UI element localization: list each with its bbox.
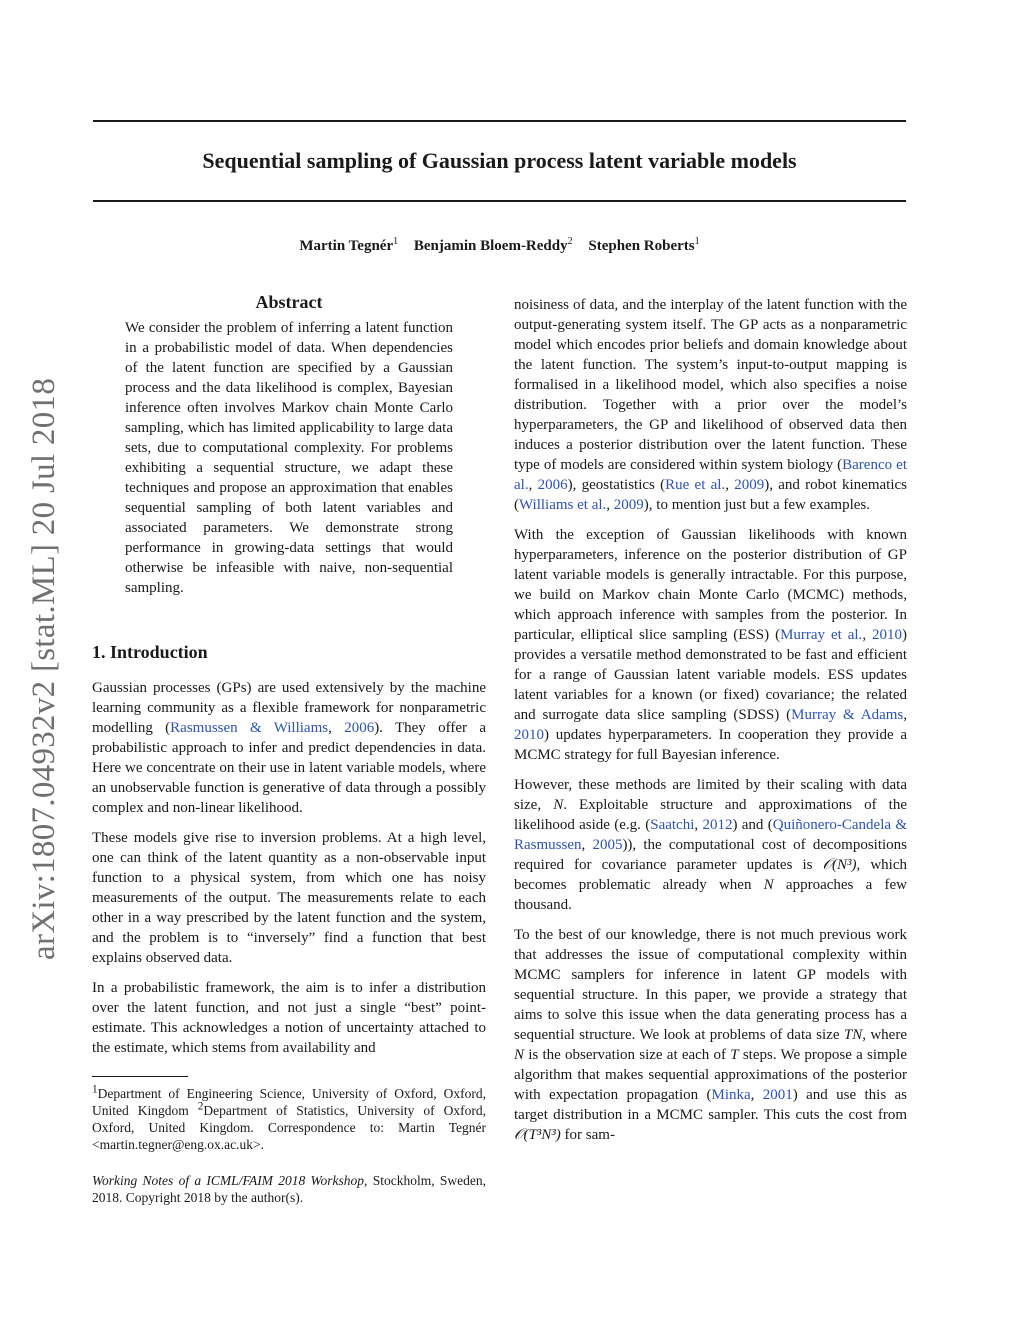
author-2-name: Benjamin Bloem-Reddy (413, 238, 568, 254)
text-run: noisiness of data, and the interplay of the latent function with the output-generating system itself. The GP acts as a nonparametric model which encodes prior beliefs and domain knowledge about the latent function. The system’s input-to-output mapping is formalised in a likelihood model, which also specifies a noise distribution. Together with a prior over the model’s hyperparameters, the GP and likelihood of observed data then induces a posterior distribution over the latent function. These type of models are considered within system biology ( (514, 297, 907, 473)
text-run: )), the computational cost of decompositions required for covariance parameter updates is (514, 837, 908, 873)
title-top-rule (93, 120, 906, 122)
text-run: steps. We propose a simple algorithm that makes sequential approximations of the posterior with expectation propagation ( (514, 1047, 907, 1103)
text-run: . Exploitable structure and approximations of the likelihood aside (e.g. ( (514, 797, 908, 833)
author-1-name: Martin Tegnér (299, 238, 394, 254)
citation-year-link[interactable]: 2010 (514, 727, 544, 743)
citation-link[interactable]: Rasmussen & Williams (170, 720, 329, 736)
author-1 (299, 238, 398, 254)
text-run: However, these methods are limited by their scaling with data size, (514, 777, 907, 813)
title-bottom-rule (93, 200, 906, 202)
math-inline: 𝒪(T³N³) (514, 1127, 561, 1143)
text-run: approaches a few thousand. (514, 877, 907, 913)
text-run: To the best of our knowledge, there is not much previous work that addresses the issue of computational complexity within MCMC samplers for inference in latent GP models with sequential structure. In this paper, we provide a strategy that aims to solve this issue when the data generating process has a sequential structure. We look at problems of data size (514, 927, 907, 1043)
paper-title: Sequential sampling of Gaussian process latent variable models (202, 148, 797, 173)
citation-year-link[interactable]: 2012 (702, 817, 733, 833)
intro-paragraph-6 (514, 925, 907, 1145)
text-run: With the exception of Gaussian likelihoods with known hyperparameters, inference on the posterior distribution of GP latent variable models is generally intractable. For this purpose, we build on Markov chain Monte Carlo (MCMC) methods, which approach inference with samples from the posterior. In particular, elliptical slice sampling (ESS) ( (514, 527, 907, 643)
footnote-marker-2: 2 (197, 1100, 204, 1113)
citation-link[interactable]: Saatchi (650, 817, 695, 833)
citation-link[interactable]: Rue et al. (665, 477, 726, 493)
citation-year-link[interactable]: 2005 (592, 837, 623, 853)
intro-paragraph-3-continued (514, 295, 907, 515)
citation-year-link[interactable]: 2010 (872, 627, 902, 643)
text-run: , (694, 817, 703, 833)
author-list (93, 236, 906, 256)
citation-year-link[interactable]: 2001 (762, 1087, 793, 1103)
intro-paragraph-1 (92, 678, 486, 818)
intro-paragraph-2: These models give rise to inversion problems. At a high level, one can think of the latent quantity as a non-observable input function to a physical system, from which one has noisy measurements of the output. The measurements relate to each other in a way prescribed by the latent function and the system, and the problem is to “inversely” find a function that best explains observed data. (92, 830, 486, 966)
text-run: , which becomes problematic already when (514, 857, 907, 893)
workshop-note (92, 1172, 486, 1206)
math-inline: N (514, 1047, 525, 1063)
arxiv-stamp: arXiv:1807.04932v2 [stat.ML] 20 Jul 2018 (26, 377, 62, 960)
text-run: , (581, 837, 593, 853)
affiliation-2-text: Department of Statistics, University of Oxford, Oxford, United Kingdom. Correspondence to: Martin Tegnér <martin.tegner@eng.ox.ac.uk>. (92, 1103, 487, 1152)
section-heading-introduction: 1. Introduction (92, 642, 208, 662)
math-inline: 𝒪(N³) (822, 857, 857, 873)
math-inline: N (763, 877, 774, 893)
author-2-affil: 2 (567, 236, 573, 247)
citation-link[interactable]: Barenco et al. (514, 457, 907, 493)
author-3 (588, 238, 699, 254)
affiliation-1-text: Department of Engineering Science, University of Oxford, Oxford, United Kingdom (92, 1086, 486, 1118)
intro-paragraph-4 (514, 525, 907, 765)
author-3-affil: 1 (694, 236, 700, 247)
text-run: , where (862, 1027, 907, 1043)
text-run: ) provides a versatile method demonstrated to be fast and efficient for a range of Gaussian latent variable models. ESS updates latent variables for a known (or fixed) covariance; the related and surrogate data slice sampling (SDSS) ( (514, 627, 907, 723)
text-run: , (328, 720, 345, 736)
citation-year-link[interactable]: 2006 (537, 477, 568, 493)
intro-paragraph-5 (514, 775, 907, 915)
text-run: ), to mention just but a few examples. (643, 497, 870, 513)
citation-year-link[interactable]: 2009 (613, 497, 644, 513)
math-inline: N (553, 797, 564, 813)
citation-link[interactable]: Minka (711, 1087, 751, 1103)
footnote-marker-1: 1 (92, 1083, 98, 1096)
abstract-heading: Abstract (255, 292, 323, 312)
text-run: ) and use this as target distribution in a MCMC sampler. This cuts the cost from (514, 1087, 907, 1123)
affiliation-footnote (92, 1085, 486, 1153)
text-run: ) updates hyperparameters. In cooperation they provide a MCMC strategy for full Bayesian inference. (514, 727, 907, 763)
text-run: , (750, 1087, 763, 1103)
author-2 (414, 238, 573, 254)
math-inline: T (730, 1047, 739, 1063)
citation-link[interactable]: Quiñonero-Candela & Rasmussen (514, 817, 908, 853)
text-run: for sam- (560, 1127, 615, 1143)
citation-link[interactable]: Murray et al. (780, 627, 863, 643)
left-column (92, 290, 486, 1206)
text-run: , (606, 497, 614, 513)
text-run: , (903, 707, 907, 723)
text-run: , (725, 477, 735, 493)
text-run: ) and ( (732, 817, 773, 833)
author-1-affil: 1 (393, 236, 399, 247)
footnote-rule (92, 1076, 188, 1077)
citation-link[interactable]: Murray & Adams (791, 707, 904, 723)
abstract-body: We consider the problem of inferring a latent function in a probabilistic model of data. When dependencies of the latent function are specified by a Gaussian process and the data likelihood is complex, Bayesian inference often involves Markov chain Monte Carlo sampling, which has limited applicability to large data sets, due to computational complexity. For problems exhibiting a sequential structure, we adapt these techniques and propose an approximation that enables sequential sampling of both latent variables and associated parameters. We demonstrate strong performance in growing-data settings that would otherwise be infeasible with naive, non-sequential sampling. (125, 320, 453, 596)
text-run: Gaussian processes (GPs) are used extensively by the machine learning community as a flexible framework for nonparametric modelling ( (92, 680, 486, 736)
citation-link[interactable]: Williams et al. (519, 497, 607, 513)
text-run: ), geostatistics ( (567, 477, 666, 493)
text-run: ). They offer a probabilistic approach to infer and predict dependencies in data. Here we concentrate on their use in latent variable models, where an unobservable function is generative of data through a possibly complex and non-linear likelihood. (92, 720, 486, 816)
text-run: , (528, 477, 538, 493)
workshop-name: Working Notes of a ICML/FAIM 2018 Workshop (92, 1173, 365, 1188)
intro-paragraph-3: In a probabilistic framework, the aim is to infer a distribution over the latent function, and not just a single “best” point-estimate. This acknowledges a notion of uncertainty attached to the estimate, which stems from availability and (92, 980, 486, 1056)
citation-year-link[interactable]: 2006 (344, 720, 375, 736)
math-inline: TN (843, 1027, 863, 1043)
author-3-name: Stephen Roberts (588, 238, 695, 254)
text-run: is the observation size at each of (524, 1047, 731, 1063)
right-column (514, 295, 907, 1155)
text-run: , (862, 627, 872, 643)
workshop-note-rest: , Stockholm, Sweden, 2018. Copyright 2018 by the author(s). (92, 1173, 486, 1205)
citation-year-link[interactable]: 2009 (734, 477, 765, 493)
text-run: ), and robot kinematics ( (514, 477, 907, 513)
